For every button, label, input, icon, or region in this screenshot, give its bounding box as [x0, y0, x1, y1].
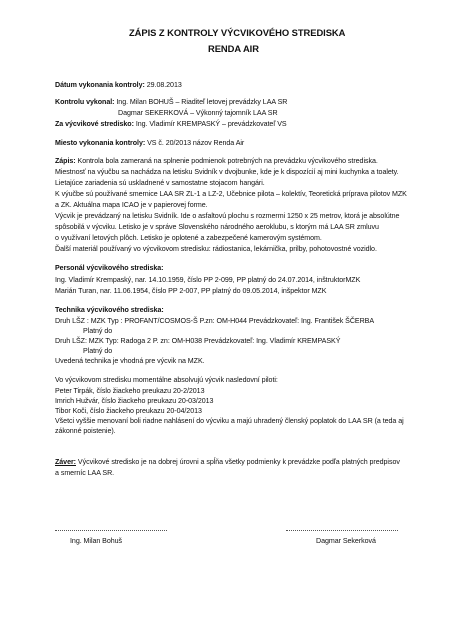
center-line [55, 120, 287, 129]
place-label: Miesto vykonania kontroly: [55, 139, 146, 147]
zapis-line-7: o využívaní letových plôch. Letisko je oplotené a zabezpečené kamerovým systémom. [55, 234, 322, 242]
signature-line-right [286, 530, 398, 531]
signature-name-right: Dagmar Sekerková [316, 537, 376, 545]
center-value: Ing. Vladimír KREMPASKÝ – prevádzkovateľ VS [133, 120, 287, 128]
conclusion-line-1 [55, 458, 400, 467]
pilot-line-0: Peter Tirpák, číslo žiackeho preukazu 20-2/2013 [55, 387, 205, 395]
inspector-line [55, 98, 287, 107]
conclusion-line-2: a smerníc LAA SR. [55, 469, 115, 477]
date-label: Dátum vykonania kontroly: [55, 81, 145, 89]
place-value: VS č. 20/2013 názov Renda Air [145, 139, 245, 147]
technique-row-1: Druh LŠZ : MZK Typ : PROFANT/COSMOS-Š P.zn: OM-H044 Prevádzkovateľ: Ing. František ŠČERBA [55, 317, 375, 325]
inspector-label: Kontrolu vykonal: [55, 98, 115, 106]
technique-heading: Technika výcvikového strediska: [55, 306, 164, 314]
document-subtitle: RENDA AIR [208, 43, 259, 54]
technique-row-2-valid: Platný do [83, 347, 113, 355]
zapis-label: Zápis: [55, 157, 76, 165]
technique-row-2: Druh LŠZ: MZK Typ: Radoga 2 P. zn: OM-H038 Prevádzkovateľ: Ing. Vladimír KREMPASKÝ [55, 337, 341, 345]
conclusion-text-1: Výcvikové stredisko je na dobrej úrovni a spĺňa všetky podmienky k prevádzke podľa platných predpisov [76, 458, 400, 466]
zapis-line-6: spôsobilá v výcviku. Letisko je v správe Slovenského národného aeroklubu, s ktorým má LAA SR zmluvu [55, 223, 379, 231]
zapis-line-1: Miestnosť na výučbu sa nachádza na letisku Svidník v dvojbunke, kde je k dispozícií aj mini kuchynka a toalety. [55, 168, 399, 176]
technique-row-1-valid: Platný do [83, 327, 113, 335]
signature-line-left [55, 530, 167, 531]
zapis-text-0: Kontrola bola zameraná na splnenie podmienok potrebných na prevádzku výcvikového strediska. [75, 157, 378, 165]
zapis-line-0 [55, 157, 378, 166]
conclusion-label: Záver: [55, 458, 76, 466]
zapis-line-5: Výcvik je prevádzaný na letisku Svidník. Ide o asfaltovú plochu s rozmermi 1250 x 25 metrov, ktorá je absolútne [55, 212, 400, 220]
inspector-line-2: Dagmar SEKERKOVÁ – Výkonný tajomník LAA SR [118, 109, 278, 117]
inspector-value: Ing. Milan BOHUŠ – Riaditeľ letovej prevádzky LAA SR [114, 98, 288, 106]
pilot-line-3: Všetci vyššie menovaní boli riadne nahlásení do výcviku a majú uhradený členský poplatok do LAA SR (a teda aj [55, 417, 404, 425]
zapis-line-8: Ďalší materiál používaný vo výcvikovom stredisku: rádiostanica, lekárnička, prilby, pohotovostné vozidlo. [55, 245, 377, 253]
personnel-heading: Personál výcvikového strediska: [55, 264, 164, 272]
pilot-line-4: zákonné poistenie). [55, 427, 116, 435]
signature-name-left: Ing. Milan Bohuš [70, 537, 123, 545]
date-value: 29.08.2013 [144, 81, 182, 89]
pilot-line-1: Imrich Hužvár, číslo žiackeho preukazu 20-03/2013 [55, 397, 214, 405]
zapis-line-3: K výučbe sú používané smernice LAA SR ZL-1 a LZ-2, Učebnice pilota – kolektív, Teoretická príprava pilotov MZK [55, 190, 407, 198]
place-line [55, 139, 244, 148]
pilots-intro: Vo výcvikovom stredisku momentálne absolvujú výcvik nasledovní piloti: [55, 376, 278, 384]
center-label: Za výcvikové stredisko: [55, 120, 134, 128]
zapis-line-2: Lietajúce zariadenia sú uskladnené v samostatne stojacom hangári. [55, 179, 265, 187]
zapis-line-4: a ZK. Aktuálna mapa ICAO je v papierovej forme. [55, 201, 208, 209]
personnel-line-1: Marián Turan, nar. 11.06.1954, číslo PP 2-007, PP platný do 09.05.2014, inšpektor MZK [55, 287, 327, 295]
document-title: ZÁPIS Z KONTROLY VÝCVIKOVÉHO STREDISKA [129, 27, 346, 38]
date-line [55, 81, 182, 90]
pilot-line-2: Tibor Koči, číslo žiackeho preukazu 20-04/2013 [55, 407, 202, 415]
personnel-line-0: Ing. Vladimír Krempaský, nar. 14.10.1959, číslo PP 2-099, PP platný do 24.07.2014, inštruktorMZK [55, 276, 361, 284]
technique-note: Uvedená technika je vhodná pre výcvik na MZK. [55, 357, 205, 365]
